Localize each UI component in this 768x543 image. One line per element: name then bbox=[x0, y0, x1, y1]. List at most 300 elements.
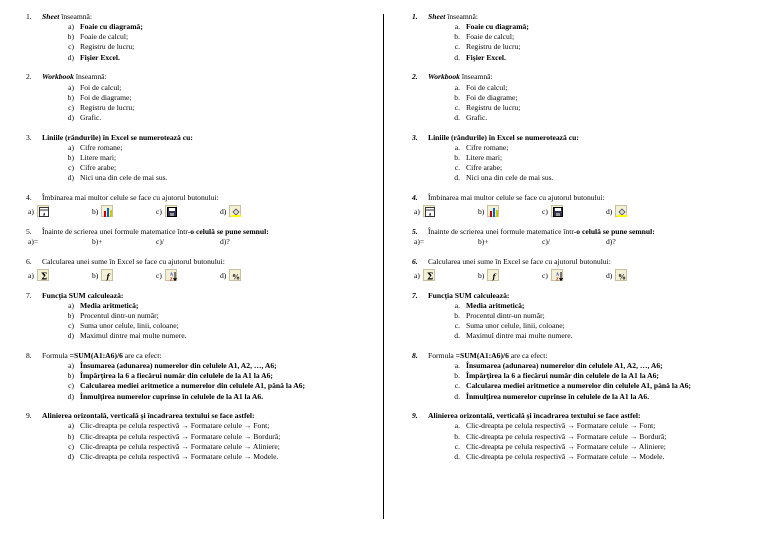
option-text: Calcularea mediei aritmetice a numerelor din celulele A1, până la A6; bbox=[80, 381, 306, 391]
option-text: Grafic. bbox=[466, 113, 488, 122]
question-2 bbox=[412, 72, 752, 123]
answer-options bbox=[412, 22, 752, 63]
option-letter: a) bbox=[414, 270, 420, 280]
save-disk-icon bbox=[551, 205, 563, 217]
svg-text:%: % bbox=[618, 272, 627, 281]
question-text bbox=[42, 227, 366, 237]
option-letter: a) bbox=[414, 237, 420, 247]
svg-text:Z: Z bbox=[169, 276, 173, 281]
option-letter: c) bbox=[542, 207, 548, 217]
question-text bbox=[42, 351, 366, 361]
option-letter: b) bbox=[92, 207, 99, 217]
option-text: Clic-dreapta pe celula respectivă → Formatare celule → Modele. bbox=[466, 451, 665, 461]
question-text bbox=[428, 257, 752, 267]
question-7 bbox=[26, 291, 366, 342]
answer-option bbox=[60, 361, 366, 371]
option-text: Media aritmetică; bbox=[466, 300, 525, 310]
question-number: 5. bbox=[412, 226, 418, 236]
option-letter: d. bbox=[454, 173, 460, 183]
option-letter: d. bbox=[454, 113, 460, 122]
question-number: 8. bbox=[412, 350, 418, 360]
option-letter: c) bbox=[68, 163, 74, 173]
option-letter: b. bbox=[454, 310, 460, 320]
answer-option bbox=[60, 103, 366, 113]
option-text: / bbox=[161, 237, 165, 247]
option-letter: b) bbox=[67, 431, 74, 441]
option-text: Calcularea mediei aritmetice a numerelor din celulele A1, până la A6; bbox=[466, 381, 692, 391]
option-letter: d) bbox=[67, 113, 74, 122]
question-text bbox=[428, 351, 752, 361]
option-text: ? bbox=[226, 237, 230, 247]
answer-options bbox=[26, 22, 366, 63]
option-letter: c) bbox=[156, 237, 162, 247]
option-letter: d. bbox=[454, 52, 460, 62]
question-1 bbox=[26, 12, 366, 63]
option-letter: d) bbox=[67, 173, 74, 183]
answer-option bbox=[446, 321, 752, 331]
option-text: Foaie de calcul; bbox=[80, 32, 129, 42]
question-text bbox=[428, 72, 752, 82]
option-text: Foi de diagrame; bbox=[80, 92, 132, 102]
question-number: 3. bbox=[26, 132, 32, 142]
answer-option bbox=[60, 173, 366, 183]
question-number: 6. bbox=[26, 256, 32, 266]
question-5 bbox=[26, 227, 366, 247]
option-text: Însumarea (adunarea) numerelor din celulele A1, A2, …, A6; bbox=[466, 361, 663, 371]
answer-options bbox=[412, 301, 752, 342]
answer-option bbox=[60, 42, 366, 52]
option-text: Împărţirea la 6 a fiecărui număr din celulele de la A1 la A6; bbox=[466, 371, 659, 381]
question-text bbox=[42, 257, 366, 267]
button-choice bbox=[606, 205, 670, 217]
question-text-part: are ca efect: bbox=[508, 350, 548, 360]
answer-option bbox=[446, 331, 752, 341]
svg-text:Z: Z bbox=[555, 276, 559, 281]
option-letter: d) bbox=[606, 237, 613, 247]
question-7 bbox=[412, 291, 752, 342]
button-choices bbox=[26, 267, 366, 281]
autosum-icon bbox=[37, 269, 49, 281]
button-choices bbox=[412, 267, 752, 281]
answer-option bbox=[446, 103, 752, 113]
option-letter: a) bbox=[28, 270, 34, 280]
option-letter: a. bbox=[454, 142, 460, 152]
option-letter: c) bbox=[542, 237, 548, 247]
answer-option bbox=[446, 392, 752, 402]
option-letter: a) bbox=[28, 237, 34, 247]
option-text: Litere mari; bbox=[466, 153, 503, 163]
question-text-part: Înainte de scrierea unei formule matematice într- bbox=[428, 226, 577, 236]
inline-choice bbox=[156, 237, 220, 247]
question-text-part: Alinierea orizontală, verticală şi încadrarea textului se face astfel: bbox=[42, 411, 255, 421]
question-number: 5. bbox=[26, 226, 32, 236]
svg-text:f: f bbox=[106, 271, 110, 281]
option-letter: b) bbox=[67, 92, 74, 102]
inline-choice bbox=[28, 237, 92, 247]
left-question-column bbox=[26, 12, 366, 472]
answer-option bbox=[60, 53, 366, 63]
percent-style-icon bbox=[229, 269, 241, 281]
answer-option bbox=[60, 321, 366, 331]
answer-options bbox=[412, 83, 752, 124]
option-letter: b) bbox=[478, 237, 485, 247]
option-text: Clic-dreapta pe celula respectivă → Formatare celule → Aliniere; bbox=[80, 441, 280, 451]
answer-options bbox=[412, 421, 752, 462]
answer-option bbox=[446, 301, 752, 311]
option-letter: c. bbox=[454, 42, 460, 52]
answer-option bbox=[60, 452, 366, 462]
question-number: 8. bbox=[26, 350, 32, 360]
question-text-part: Calcularea unei sume în Excel se face cu ajutorul butonului: bbox=[42, 256, 225, 266]
sort-ascending-icon bbox=[551, 269, 563, 281]
answer-option bbox=[60, 432, 366, 442]
option-letter: b) bbox=[67, 32, 74, 42]
answer-option bbox=[446, 173, 752, 183]
option-letter: c) bbox=[68, 102, 74, 112]
question-number: 6. bbox=[412, 256, 418, 266]
answer-option bbox=[446, 93, 752, 103]
question-text-part: are ca efect: bbox=[122, 350, 162, 360]
answer-option bbox=[60, 442, 366, 452]
option-letter: d. bbox=[454, 391, 460, 401]
question-text bbox=[428, 227, 752, 237]
question-number: 7. bbox=[26, 290, 32, 300]
question-text-part: =SUM(A1:A6)/6 bbox=[69, 350, 123, 360]
percent-style-icon bbox=[615, 269, 627, 281]
answer-option bbox=[60, 311, 366, 321]
answer-option bbox=[60, 392, 366, 402]
option-text: Registru de lucru; bbox=[466, 102, 521, 112]
question-number: 4. bbox=[26, 193, 32, 203]
option-letter: a. bbox=[454, 361, 460, 371]
question-number: 3. bbox=[412, 132, 418, 142]
question-text bbox=[42, 411, 366, 421]
option-text: Înmulţirea numerelor cuprinse în celulele de la A1 la A6. bbox=[80, 391, 264, 401]
answer-option bbox=[446, 83, 752, 93]
option-text: Maximul dintre mai multe numere. bbox=[466, 331, 573, 341]
answer-option bbox=[446, 22, 752, 32]
answer-options bbox=[412, 361, 752, 402]
button-choice bbox=[220, 269, 284, 281]
svg-text:%: % bbox=[232, 272, 241, 281]
question-text-part: Liniile (rândurile) în Excel se numerotează cu: bbox=[428, 132, 579, 142]
button-choice bbox=[28, 205, 92, 217]
option-letter: b) bbox=[67, 153, 74, 163]
button-choice bbox=[156, 269, 220, 281]
question-3 bbox=[412, 133, 752, 184]
option-text: Clic-dreapta pe celula respectivă → Formatare celule → Aliniere; bbox=[466, 441, 666, 451]
option-text: Foi de calcul; bbox=[80, 82, 122, 92]
answer-option bbox=[446, 452, 752, 462]
question-6 bbox=[412, 257, 752, 281]
button-choice bbox=[414, 205, 478, 217]
option-letter: d. bbox=[454, 451, 460, 461]
right-question-column bbox=[412, 12, 752, 472]
answer-option bbox=[446, 371, 752, 381]
sort-ascending-icon bbox=[165, 269, 177, 281]
option-letter: b. bbox=[454, 92, 460, 102]
option-letter: d) bbox=[67, 331, 74, 341]
option-letter: b) bbox=[478, 270, 485, 280]
option-letter: d) bbox=[220, 237, 227, 247]
button-choice bbox=[414, 269, 478, 281]
answer-option bbox=[60, 143, 366, 153]
option-text: Cifre arabe; bbox=[466, 163, 503, 173]
answer-option bbox=[446, 32, 752, 42]
option-letter: d) bbox=[606, 207, 613, 217]
option-letter: c. bbox=[454, 163, 460, 173]
svg-text:f: f bbox=[492, 271, 496, 281]
answer-option bbox=[60, 381, 366, 391]
option-text: Procentul dintr-un număr; bbox=[80, 310, 159, 320]
question-3 bbox=[26, 133, 366, 184]
answer-option bbox=[446, 143, 752, 153]
button-choice bbox=[606, 269, 670, 281]
option-letter: b) bbox=[67, 371, 74, 381]
option-letter: c. bbox=[454, 381, 460, 391]
question-text-part: înseamnă: bbox=[73, 72, 107, 82]
answer-option bbox=[60, 421, 366, 431]
option-text: Cifre arabe; bbox=[80, 163, 117, 173]
inline-choice bbox=[478, 237, 542, 247]
insert-function-icon bbox=[101, 269, 113, 281]
answer-option bbox=[446, 421, 752, 431]
inline-choice bbox=[542, 237, 606, 247]
merge-cells-icon bbox=[423, 205, 435, 217]
question-text-part: Sheet bbox=[42, 12, 60, 21]
answer-option bbox=[446, 163, 752, 173]
answer-option bbox=[60, 113, 366, 123]
question-number: 1. bbox=[412, 12, 418, 21]
option-text: Procentul dintr-un număr; bbox=[466, 310, 545, 320]
question-number: 7. bbox=[412, 290, 418, 300]
option-text: Cifre romane; bbox=[80, 142, 123, 152]
option-letter: b) bbox=[67, 310, 74, 320]
answer-options bbox=[26, 361, 366, 402]
question-text-part: =SUM(A1:A6)/6 bbox=[455, 350, 509, 360]
question-8 bbox=[412, 351, 752, 402]
option-letter: a. bbox=[454, 82, 460, 92]
option-letter: d) bbox=[220, 270, 227, 280]
answer-options bbox=[412, 143, 752, 184]
button-choice bbox=[156, 205, 220, 217]
question-text-part: o celulă se pune semnul: bbox=[190, 226, 269, 236]
option-letter: a) bbox=[68, 421, 74, 431]
button-choice bbox=[92, 269, 156, 281]
answer-option bbox=[446, 42, 752, 52]
fill-color-icon bbox=[229, 205, 241, 217]
answer-option bbox=[446, 311, 752, 321]
option-text: Nici una din cele de mai sus. bbox=[466, 173, 554, 183]
question-5 bbox=[412, 227, 752, 247]
fill-color-icon bbox=[615, 205, 627, 217]
question-text bbox=[428, 411, 752, 421]
inline-choices bbox=[26, 237, 366, 247]
answer-option bbox=[60, 331, 366, 341]
button-choice bbox=[542, 205, 606, 217]
answer-option bbox=[60, 22, 366, 32]
answer-option bbox=[446, 432, 752, 442]
question-text-part: o celulă se pune semnul: bbox=[576, 226, 655, 236]
option-letter: c. bbox=[454, 441, 460, 451]
question-text-part: Funcţia SUM calculează: bbox=[428, 290, 510, 300]
option-letter: c) bbox=[68, 320, 74, 330]
inline-choice bbox=[606, 237, 670, 247]
option-text: = bbox=[419, 237, 425, 247]
question-text-part: Îmbinarea mai multor celule se face cu ajutorul butonului: bbox=[42, 193, 219, 203]
svg-text:A: A bbox=[169, 271, 173, 277]
question-2 bbox=[26, 72, 366, 123]
option-text: Cifre romane; bbox=[466, 142, 509, 152]
save-disk-icon bbox=[165, 205, 177, 217]
question-4 bbox=[412, 193, 752, 217]
option-letter: c) bbox=[68, 441, 74, 451]
button-choice bbox=[478, 205, 542, 217]
answer-option bbox=[446, 442, 752, 452]
chart-wizard-icon bbox=[487, 205, 499, 217]
question-text bbox=[428, 291, 752, 301]
inline-choice bbox=[414, 237, 478, 247]
option-text: Nici una din cele de mai sus. bbox=[80, 173, 168, 183]
option-text: / bbox=[547, 237, 551, 247]
question-number: 2. bbox=[26, 72, 32, 82]
button-choice bbox=[28, 269, 92, 281]
button-choice bbox=[220, 205, 284, 217]
answer-option bbox=[446, 53, 752, 63]
answer-option bbox=[446, 153, 752, 163]
option-letter: d) bbox=[67, 52, 74, 62]
question-text-part: Alinierea orizontală, verticală şi încadrarea textului se face astfel: bbox=[428, 411, 641, 421]
svg-text:Σ: Σ bbox=[426, 272, 434, 281]
option-letter: a. bbox=[454, 22, 460, 32]
answer-option bbox=[60, 153, 366, 163]
option-letter: a. bbox=[454, 300, 460, 310]
button-choice bbox=[92, 205, 156, 217]
option-text: = bbox=[33, 237, 39, 247]
button-choice bbox=[542, 269, 606, 281]
svg-text:a: a bbox=[42, 212, 46, 218]
question-text-part: înseamnă: bbox=[59, 12, 92, 21]
option-letter: b) bbox=[92, 237, 99, 247]
option-text: Foaie de calcul; bbox=[466, 32, 515, 42]
question-text-part: înseamnă: bbox=[459, 72, 493, 82]
option-text: Media aritmetică; bbox=[80, 300, 139, 310]
option-letter: a) bbox=[28, 207, 34, 217]
question-number: 9. bbox=[412, 411, 418, 421]
question-text bbox=[42, 291, 366, 301]
question-text-part: Îmbinarea mai multor celule se face cu ajutorul butonului: bbox=[428, 193, 605, 203]
answer-option bbox=[446, 113, 752, 123]
question-number: 1. bbox=[26, 12, 32, 21]
option-text: Registru de lucru; bbox=[466, 42, 521, 52]
option-letter: b) bbox=[92, 270, 99, 280]
inline-choices bbox=[412, 237, 752, 247]
option-text: + bbox=[98, 237, 103, 247]
question-text-part: înseamnă: bbox=[445, 12, 478, 21]
column-divider bbox=[383, 14, 384, 519]
answer-option bbox=[60, 93, 366, 103]
question-text-part: Workbook bbox=[42, 72, 74, 82]
option-letter: d) bbox=[606, 270, 613, 280]
answer-option bbox=[446, 361, 752, 371]
option-text: Foaie cu diagramă; bbox=[466, 22, 529, 32]
option-letter: b. bbox=[454, 153, 460, 163]
option-letter: a) bbox=[68, 22, 74, 32]
option-letter: c. bbox=[454, 320, 460, 330]
option-letter: c) bbox=[68, 381, 74, 391]
answer-options bbox=[26, 301, 366, 342]
option-letter: b) bbox=[478, 207, 485, 217]
button-choices bbox=[412, 203, 752, 217]
answer-options bbox=[26, 421, 366, 462]
answer-option bbox=[446, 381, 752, 391]
option-text: Litere mari; bbox=[80, 153, 117, 163]
option-text: Clic-dreapta pe celula respectivă → Formatare celule → Font; bbox=[80, 421, 270, 431]
option-text: Grafic. bbox=[80, 113, 102, 122]
inline-choice bbox=[92, 237, 156, 247]
option-letter: a) bbox=[68, 361, 74, 371]
option-letter: a) bbox=[414, 207, 420, 217]
svg-text:Σ: Σ bbox=[40, 272, 48, 281]
option-text: Foaie cu diagramă; bbox=[80, 22, 143, 32]
option-letter: c) bbox=[156, 207, 162, 217]
question-text-part: Sheet bbox=[428, 12, 446, 21]
option-letter: c. bbox=[454, 102, 460, 112]
question-number: 2. bbox=[412, 72, 418, 82]
option-text: Împărţirea la 6 a fiecărui număr din celulele de la A1 la A6; bbox=[80, 371, 273, 381]
question-8 bbox=[26, 351, 366, 402]
chart-wizard-icon bbox=[101, 205, 113, 217]
option-letter: d) bbox=[67, 391, 74, 401]
option-text: Registru de lucru; bbox=[80, 102, 135, 112]
option-letter: b. bbox=[454, 431, 460, 441]
option-letter: c) bbox=[68, 42, 74, 52]
insert-function-icon bbox=[487, 269, 499, 281]
svg-text:a: a bbox=[428, 212, 432, 218]
answer-option bbox=[60, 301, 366, 311]
svg-text:A: A bbox=[555, 271, 559, 277]
option-text: Fişier Excel. bbox=[466, 52, 506, 62]
option-text: Clic-dreapta pe celula respectivă → Formatare celule → Font; bbox=[466, 421, 656, 431]
question-1 bbox=[412, 12, 752, 63]
answer-option bbox=[60, 83, 366, 93]
answer-option bbox=[60, 371, 366, 381]
button-choice bbox=[478, 269, 542, 281]
option-text: Suma unor celule, linii, coloane; bbox=[466, 320, 565, 330]
question-text bbox=[42, 193, 366, 203]
question-text bbox=[42, 133, 366, 143]
option-letter: d. bbox=[454, 331, 460, 341]
question-text-part: Calcularea unei sume în Excel se face cu ajutorul butonului: bbox=[428, 256, 611, 266]
option-letter: b. bbox=[454, 371, 460, 381]
question-9 bbox=[412, 411, 752, 462]
option-text: Fişier Excel. bbox=[80, 52, 120, 62]
question-text-part: Înainte de scrierea unei formule matematice într- bbox=[42, 226, 191, 236]
button-choices bbox=[26, 203, 366, 217]
answer-options bbox=[26, 143, 366, 184]
question-number: 9. bbox=[26, 411, 32, 421]
question-text bbox=[428, 193, 752, 203]
option-letter: a. bbox=[454, 421, 460, 431]
option-letter: d) bbox=[67, 451, 74, 461]
option-text: Registru de lucru; bbox=[80, 42, 135, 52]
answer-options bbox=[26, 83, 366, 124]
question-number: 4. bbox=[412, 193, 418, 203]
option-letter: c) bbox=[542, 270, 548, 280]
question-text bbox=[42, 12, 366, 22]
question-6 bbox=[26, 257, 366, 281]
option-text: Foi de diagrame; bbox=[466, 92, 518, 102]
